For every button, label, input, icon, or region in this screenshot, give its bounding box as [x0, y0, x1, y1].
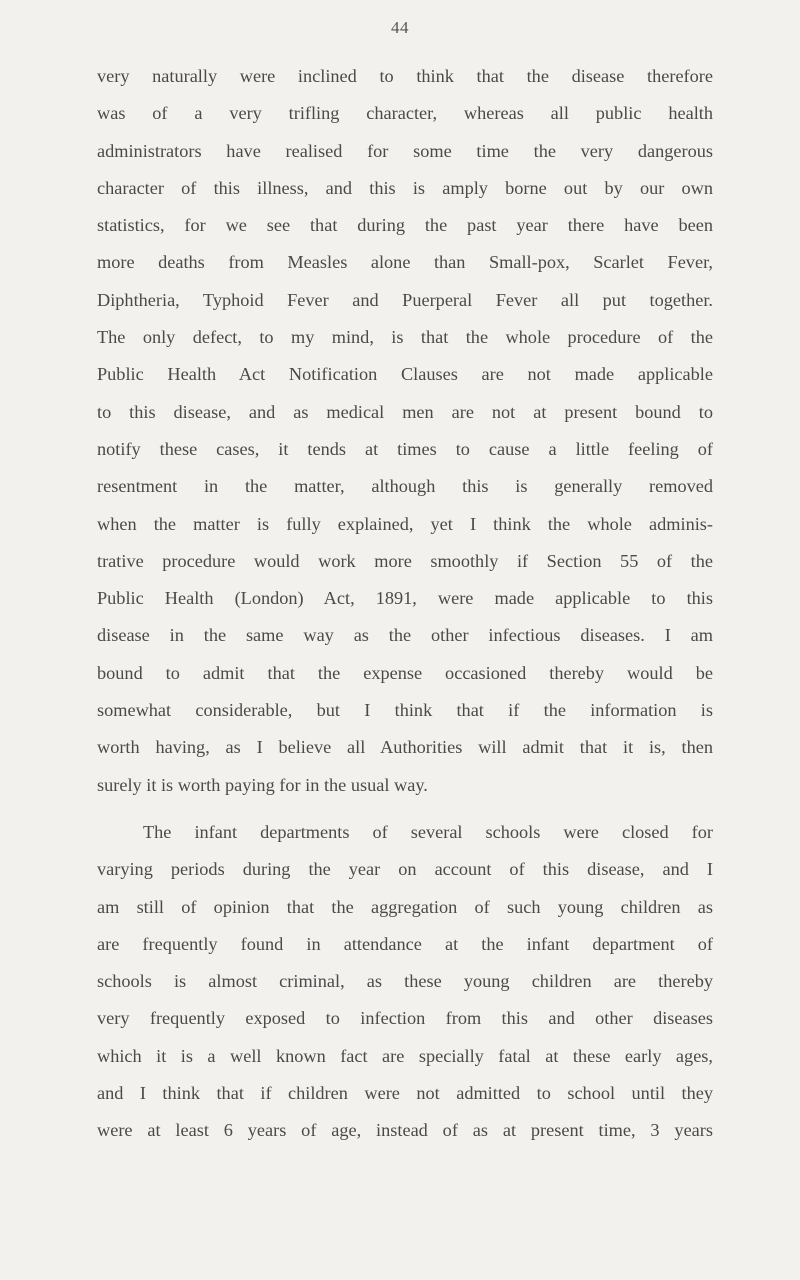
text-line: was of a very trifling character, whereas all public health: [97, 103, 713, 124]
text-line: bound to admit that the expense occasioned thereby would be: [97, 662, 713, 683]
text-line: very frequently exposed to infection from this and other diseases: [97, 1008, 713, 1029]
text-line: varying periods during the year on account of this disease, and I: [97, 859, 713, 880]
paragraph-infant-schools: [97, 814, 713, 1150]
text-line: more deaths from Measles alone than Small-pox, Scarlet Fever,: [97, 252, 713, 273]
text-line: The only defect, to my mind, is that the whole procedure of the: [97, 327, 713, 348]
text-line: which it is a well known fact are specially fatal at these early ages,: [97, 1045, 713, 1066]
text-line: to this disease, and as medical men are not at present bound to: [97, 401, 713, 422]
page-number: 44: [391, 18, 409, 37]
text-line: and I think that if children were not admitted to school until they: [97, 1083, 713, 1104]
text-line: trative procedure would work more smoothly if Section 55 of the: [97, 550, 713, 571]
text-line: administrators have realised for some time the very dangerous: [97, 140, 713, 161]
text-line: character of this illness, and this is amply borne out by our own: [97, 177, 713, 198]
text-line: notify these cases, it tends at times to cause a little feeling of: [97, 438, 713, 459]
text-line: Public Health (London) Act, 1891, were made applicable to this: [97, 588, 713, 609]
text-line: surely it is worth paying for in the usual way.: [97, 774, 428, 795]
text-line: Public Health Act Notification Clauses are not made applicable: [97, 364, 713, 385]
text-line: were at least 6 years of age, instead of as at present time, 3 years: [97, 1120, 713, 1141]
text-line: Diphtheria, Typhoid Fever and Puerperal Fever all put together.: [97, 289, 713, 310]
text-line: when the matter is fully explained, yet I think the whole adminis-: [97, 513, 713, 534]
text-line: resentment in the matter, although this is generally removed: [97, 476, 713, 497]
text-line: worth having, as I believe all Authorities will admit that it is, then: [97, 737, 713, 758]
text-line: are frequently found in attendance at the infant department of: [97, 933, 713, 954]
text-line: The infant departments of several schools were closed for: [143, 822, 713, 842]
text-line: somewhat considerable, but I think that if the information is: [97, 700, 713, 721]
text-line: schools is almost criminal, as these young children are thereby: [97, 971, 713, 992]
text-line: very naturally were inclined to think that the disease therefore: [97, 66, 713, 86]
text-line: disease in the same way as the other infectious diseases. I am: [97, 625, 713, 646]
text-line: statistics, for we see that during the past year there have been: [97, 215, 713, 236]
paragraph-measles-notification: [97, 58, 713, 804]
text-line: am still of opinion that the aggregation of such young children as: [97, 896, 713, 917]
